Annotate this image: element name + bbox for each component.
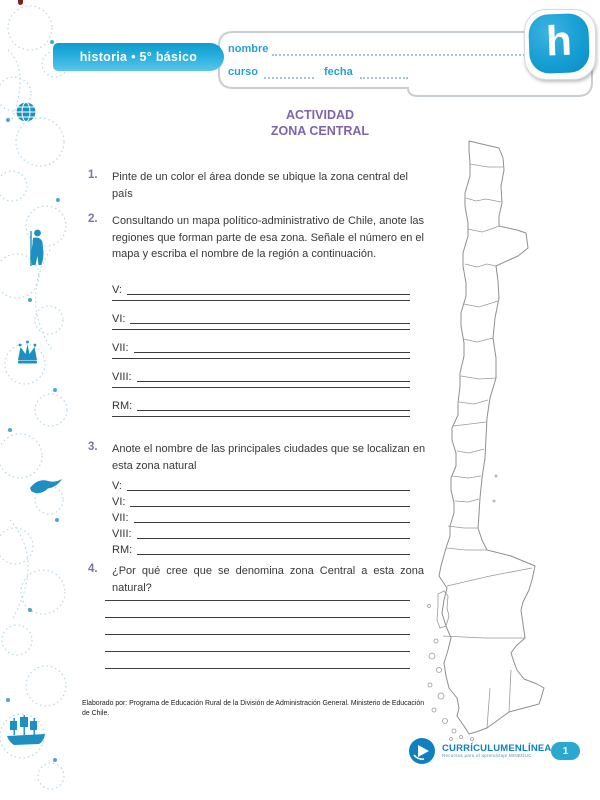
q2-answer-line2[interactable] [112,358,410,359]
q2-answer-line2[interactable] [112,387,410,388]
q3-answer-line[interactable] [130,506,410,507]
q4-answer-line[interactable] [105,651,410,652]
globe-icon [17,103,36,122]
q2-region-row [112,281,410,296]
swirl-dots [6,40,60,762]
q4-answer-line[interactable] [105,600,410,601]
date-field-line[interactable] [360,65,408,79]
title-line2: ZONA CENTRAL [270,124,370,138]
q2-region-label: V: [112,284,122,296]
course-banner [53,43,224,71]
q4-text: ¿Por qué cree que se denomina zona Central a esta zona natural? [112,565,424,594]
activity-title [85,107,555,139]
date-label: fecha [324,66,353,78]
small-boat-icon [30,479,62,493]
q3-region-row [112,493,410,508]
q2-region-row [112,310,410,325]
q2-region-row [112,397,410,412]
q2-answer-line2[interactable] [112,300,410,301]
q3-region-row [112,541,410,556]
q2-number: 2. [88,213,98,225]
q4-answer-line[interactable] [105,617,410,618]
chile-regions-map[interactable] [424,136,550,742]
name-label: nombre [228,43,269,55]
ship-icon [7,715,45,745]
q1-number: 1. [88,169,98,181]
course-label: curso [228,66,258,78]
brand-block [442,744,551,758]
crown-icon [18,341,37,364]
q3-region-label: VII: [112,512,129,524]
q4-number: 4. [88,563,98,575]
q3-region-row [112,477,410,492]
q2-region-label: VIII: [112,371,132,383]
q2-region-row [112,368,410,383]
page-number: 1 [562,745,569,757]
logo-letter: h [545,16,573,64]
name-field-line[interactable] [272,42,548,56]
q3-answer-line[interactable] [127,490,410,491]
q2-region-label: VI: [112,313,126,325]
q3-region-label: RM: [112,544,133,556]
page-number-badge [551,742,580,760]
decorative-swirls [0,0,78,800]
q2-answer-line[interactable] [134,352,410,353]
q3-answer-line[interactable] [137,554,410,555]
course-field-line[interactable] [264,65,314,79]
brand-name: CURRÍCULUMENLÍNEA [442,743,552,754]
q2-region-label: RM: [112,400,133,412]
title-line1: ACTIVIDAD [285,108,355,122]
q2-answer-line[interactable] [130,323,410,324]
q2-region-label: VII: [112,342,129,354]
q2-text: Consultando un mapa político-administrativo de Chile, anote las regiones que forman parte de esa zona. Señale el número en el mapa y escriba el nombre de la región a continuación. [112,215,424,260]
q3-region-label: VI: [112,496,126,508]
q2-region-row [112,339,410,354]
q4-answer-line[interactable] [105,668,410,669]
q2-answer-line[interactable] [137,410,410,411]
subject-logo [524,9,596,80]
history-h-logo [528,13,590,74]
course-banner-label: historia • 5° básico [79,50,198,64]
top-edge-mark [18,0,23,5]
q3-answer-line[interactable] [137,538,410,539]
q3-region-label: VIII: [112,528,132,540]
explorer-figure-icon [31,230,44,266]
q3-answer-line[interactable] [134,522,410,523]
q1-text: Pinte de un color el área donde se ubique la zona central del país [112,171,408,200]
brand-tagline: Recursos para el aprendizaje MINEDUC [442,753,532,758]
q2-answer-line[interactable] [127,294,410,295]
q4-answer-line[interactable] [105,634,410,635]
q3-region-row [112,525,410,540]
q2-answer-line2[interactable] [112,416,410,417]
q3-region-row [112,509,410,524]
q3-region-label: V: [112,480,122,492]
curriculum-en-linea-icon [408,737,436,765]
q3-text: Anote el nombre de las principales ciudades que se localizan en esta zona natural [112,443,426,472]
credit-text: Elaborado por: Programa de Educación Rural de la División de Administración General. Ministerio de Educación de Chile. [82,700,425,717]
q3-number: 3. [88,441,98,453]
q2-answer-line2[interactable] [112,329,410,330]
q2-answer-line[interactable] [137,381,410,382]
